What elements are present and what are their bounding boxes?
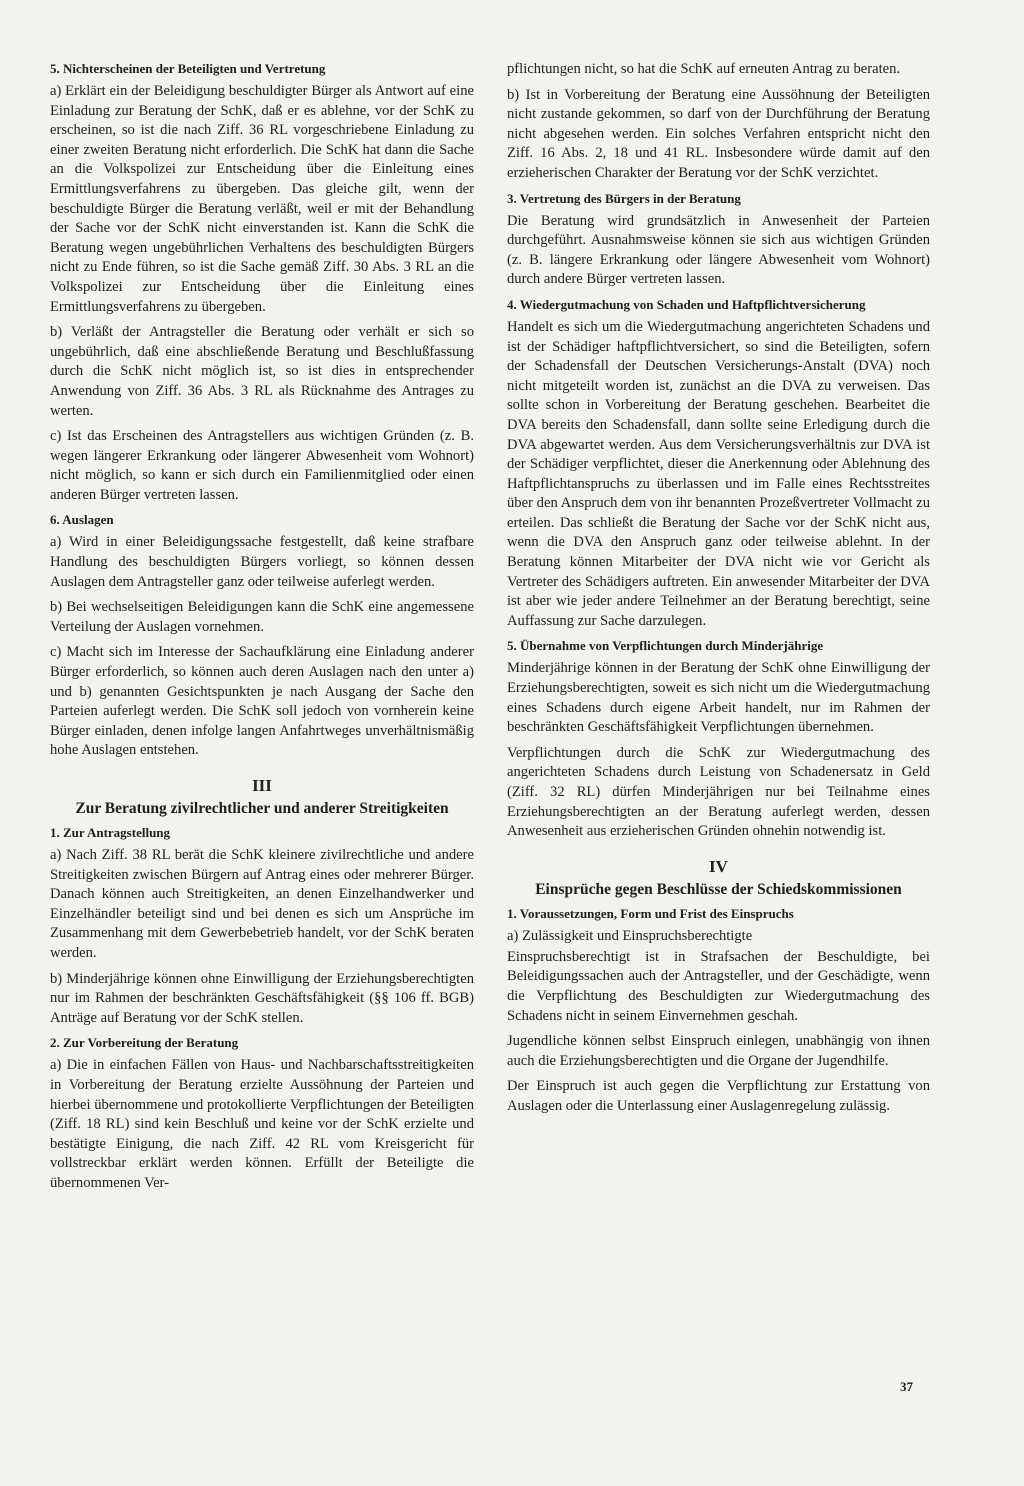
- paragraph: c) Macht sich im Interesse der Sachaufklärung eine Einladung anderer Bürger erforderlich, so können auch deren Auslagen nach den unter a) und b) genannten Gesichtspunkten je nach Ausgang der Sache den Parteien auferlegt werden. Die SchK soll jedoch von vornherein keine Bürger einladen, denen infolge langen Anfahrtweges unverhältnismäßig hohe Auslagen entstehen.: [50, 644, 474, 759]
- section-heading-wiedergutmachung: 4. Wiedergutmachung von Schaden und Haftpflichtversicherung: [507, 296, 866, 312]
- paragraph: a) Wird in einer Beleidigungssache festgestellt, daß keine strafbare Handlung des beschuldigten Bürgers vorliegt, so können dessen Auslagen dem Antragsteller ganz oder teilweise auferlegt werden.: [50, 534, 474, 590]
- paragraph: b) Verläßt der Antragsteller die Beratung oder verhält er sich so ungebührlich, daß eine abschließende Beratung und Beschlußfassung durch die SchK nicht möglich ist, so ist dies in entsprechender Anwendung von Ziff. 36 Abs. 3 RL als Rücknahme des Antrages zu werten.: [50, 324, 474, 419]
- paragraph: Der Einspruch ist auch gegen die Verpflichtung zur Erstattung von Auslagen oder die Unterlassung einer Auslagenregelung zulässig.: [507, 1078, 930, 1114]
- section-heading-einspruch: 1. Voraussetzungen, Form und Frist des Einspruchs: [507, 905, 794, 921]
- paragraph: a) Erklärt ein der Beleidigung beschuldigter Bürger als Antwort auf eine Einladung zur Beratung der SchK, daß er es ablehne, vor der SchK zu erscheinen, so ist die nach Ziff. 36 RL vorgeschriebene Einladung zu einer zweiten Beratung nicht erforderlich. Die SchK hat dann die Sache an die Volkspolizei zur Entscheidung über die Einleitung eines Ermittlungsverfahrens zu übergeben. Das gleiche gilt, wenn der beschuldigte Bürger die Beratung verläßt, weil er mit der Behandlung der Sache vor der SchK nicht einverstanden ist. Kann die SchK die Beratung wegen ungebührlichen Verhaltens des beschuldigten Bürgers nicht zu Ende führen, so ist die Sache gemäß Ziff. 30 Abs. 3 RL an die Volkspolizei zur Entscheidung über die Einleitung eines Ermittlungsverfahrens zu übergeben.: [50, 83, 474, 315]
- section-heading-minderjaehrige: 5. Übernahme von Verpflichtungen durch Minderjährige: [507, 638, 824, 654]
- paragraph: a) Nach Ziff. 38 RL berät die SchK kleinere zivilrechtliche und andere Streitigkeiten zwischen Bürgern auf Antrag eines oder mehrerer Bürger. Danach können auch Streitigkeiten, an denen Einzelhandwerker und Einzelhändler beteiligt sind und bei denen es sich um Ansprüche im Zusammenhang mit dem Gewerbebetrieb handelt, vor der SchK beraten werden.: [50, 847, 474, 961]
- paragraph: a) Die in einfachen Fällen von Haus- und Nachbarschaftsstreitigkeiten in Vorbereitung der Beratung erzielte Aussöhnung der Parteien und hierbei übernommene und protokollierte Verpflichtungen der Beteiligten (Ziff. 18 RL) sind kein Beschluß und keine vor der SchK erzielte und bestätigte Einigung, die nach Ziff. 42 RL vom Kreisgericht für vollstreckbar erklärt werden können. Erfüllt der Beteiligte die übernommenen Ver-: [50, 1057, 474, 1191]
- right-column: [507, 60, 930, 1123]
- paragraph: Jugendliche können selbst Einspruch einlegen, unabhängig von ihnen auch die Erziehungsberechtigten und die Organe der Jugendhilfe.: [507, 1033, 930, 1069]
- section-heading-vertretung: 3. Vertretung des Bürgers in der Beratung: [507, 190, 741, 206]
- chapter-title-iii: Zur Beratung zivilrechtlicher und anderer Streitigkeiten: [75, 800, 449, 817]
- paragraph: pflichtungen nicht, so hat die SchK auf erneuten Antrag zu beraten.: [507, 61, 901, 77]
- page-number: 37: [900, 1379, 913, 1394]
- section-heading-vorbereitung: 2. Zur Vorbereitung der Beratung: [50, 1035, 239, 1051]
- paragraph: b) Ist in Vorbereitung der Beratung eine Aussöhnung der Beteiligten nicht zustande gekommen, so darf von der Durchführung der Beratung nicht abgesehen werden. Ein solches Verfahren entspricht nicht den Ziff. 16 Abs. 2, 18 und 41 RL. Insbesondere würde damit auf den erzieherischen Charakter der Beratung vor der SchK verzichtet.: [507, 86, 930, 181]
- section-heading-auslagen: 6. Auslagen: [50, 512, 114, 528]
- paragraph: c) Ist das Erscheinen des Antragstellers aus wichtigen Gründen (z. B. wegen längerer Erkrankung oder längerer Abwesenheit vom Wohnort) nicht möglich, so kann er sich durch ein Familienmitglied oder einen anderen Bürger vertreten lassen.: [50, 428, 474, 503]
- paragraph: Handelt es sich um die Wiedergutmachung angerichteten Schadens und ist der Schädiger haftpflichtversichert, so sind die Beteiligten, sofern der Schadensfall der Deutschen Versicherungs-Anstalt (DVA) noch nicht mitgeteilt worden ist, zunächst an die DVA zu verweisen. Das sollte schon in Vorbereitung der Beratung geschehen. Bearbeitet die DVA bereits den Schadensfall, dann sollte seine Erledigung durch die DVA abgewartet werden. Aus dem Versicherungsverhältnis zur DVA ist der Schädiger verpflichtet, dieser die Anerkennung oder Ablehnung des Haftpflichtanspruchs zu überlassen und im Falle eines Rechtsstreites über den Anspruch dem von ihr benannten Prozeßvertreter Vollmacht zu erteilen. Das schließt die Beratung der Sache vor der SchK nicht aus, wenn die DVA den Anspruch ganz oder teilweise ablehnt. In der Beratung können Mitarbeiter der DVA nicht wie vor Gericht als Vertreter des Schädigers auftreten. Ein anwesender Mitarbeiter der DVA ist aber wie jeder andere Teilnehmer an der Beratung berechtigt, seine Auffassung zur Sache darzulegen.: [507, 318, 930, 629]
- paragraph: b) Minderjährige können ohne Einwilligung der Erziehungsberechtigten nur im Rahmen der beschränkten Geschäftsfähigkeit (§§ 106 ff. BGB) Anträge auf Beratung vor der SchK stellen.: [50, 970, 474, 1026]
- chapter-numeral-iv: IV: [709, 856, 728, 876]
- paragraph: Minderjährige können in der Beratung der SchK ohne Einwilligung der Erziehungsberechtigten, soweit es sich nicht um die Wiedergutmachung eines Schadens durch eigene Arbeit handelt, nur im Rahmen der beschränkten Geschäftsfähigkeit Verpflichtungen übernehmen.: [507, 660, 930, 736]
- paragraph: Einspruchsberechtigt ist in Strafsachen der Beschuldigte, bei Beleidigungssachen auch der Antragsteller, und der Geschädigte, wenn die Verpflichtung des Beschuldigten zur Wiedergutmachung des Schadens nicht in seinem Einvernehmen geschah.: [507, 948, 930, 1024]
- section-heading-nichterscheinen: 5. Nichterscheinen der Beteiligten und Vertretung: [50, 61, 326, 76]
- paragraph: b) Bei wechselseitigen Beleidigungen kann die SchK eine angemessene Verteilung der Auslagen vornehmen.: [50, 599, 474, 635]
- chapter-title-iv: Einsprüche gegen Beschlüsse der Schiedskommissionen: [535, 880, 902, 898]
- paragraph: Verpflichtungen durch die SchK zur Wiedergutmachung des angerichteten Schadens durch Leistung von Schadenersatz in Geld (Ziff. 32 RL) dürfen Minderjährigen nur bei Teilnahme eines Erziehungsberechtigten an der Beratung auferlegt werden, dessen Anwesenheit aus erzieherischen Gründen ohnehin notwendig ist.: [507, 744, 930, 840]
- left-column: [50, 60, 474, 1200]
- subsection-heading: a) Zulässigkeit und Einspruchsberechtigte: [507, 927, 753, 944]
- chapter-numeral-iii: III: [252, 776, 272, 795]
- paragraph: Die Beratung wird grundsätzlich in Anwesenheit der Parteien durchgeführt. Ausnahmsweise können sie sich aus wichtigen Gründen (z. B. längere Erkrankung oder längere Abwesenheit vom Wohnort) durch andere Bürger vertreten lassen.: [507, 212, 930, 288]
- section-heading-antragstellung: 1. Zur Antragstellung: [50, 825, 171, 840]
